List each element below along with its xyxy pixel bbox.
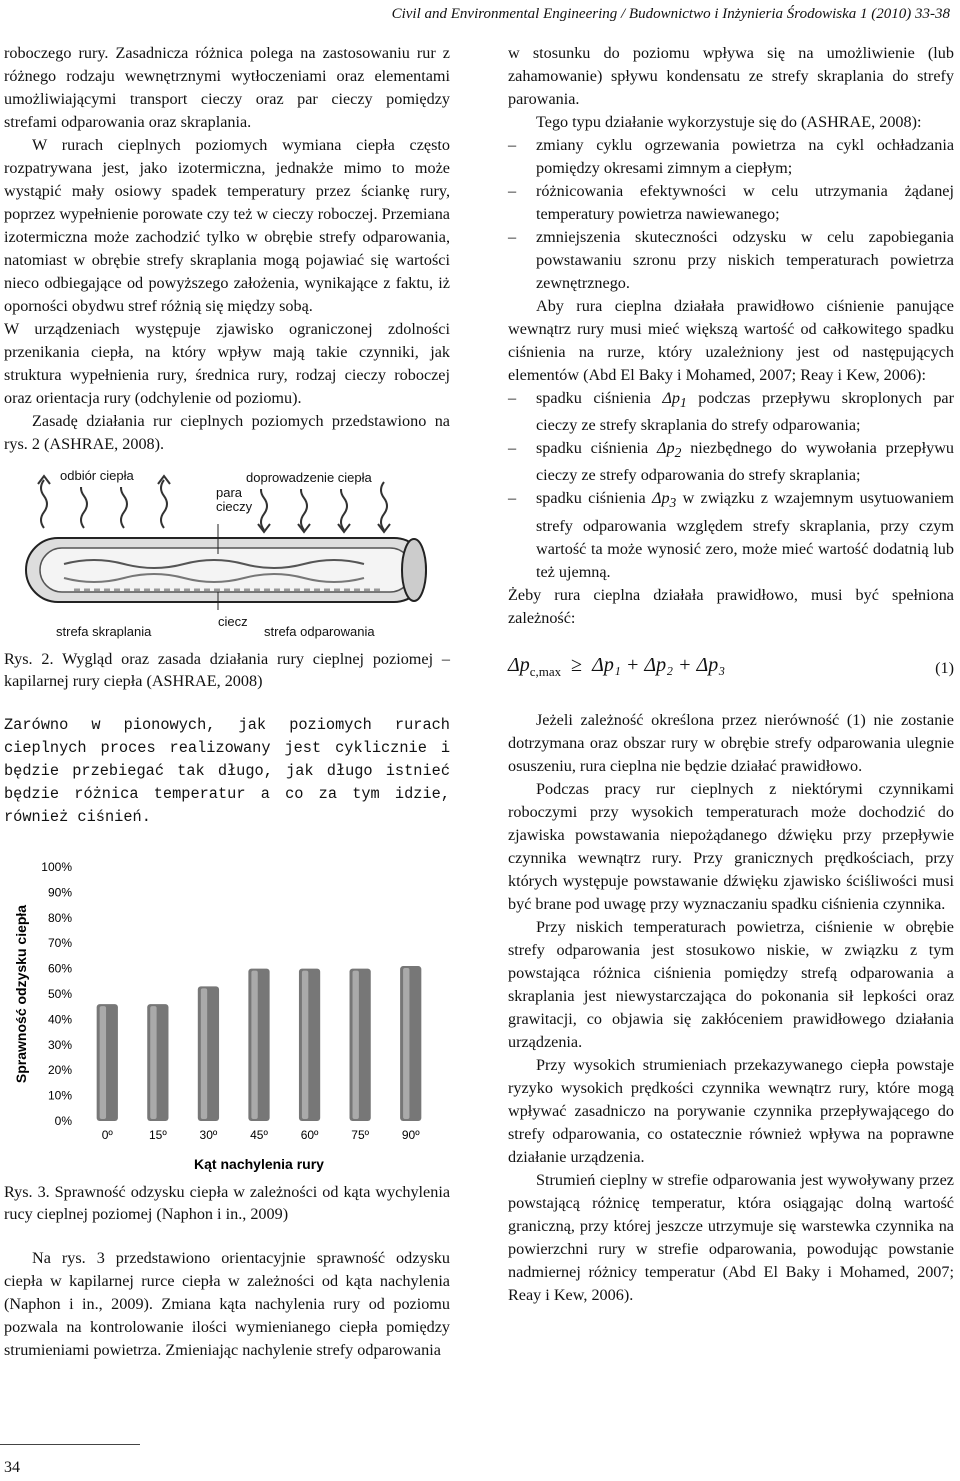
paragraph: Podczas pracy rur cieplnych z niektórymi czynnikami roboczymi przy wysokich temperaturach może dochodzić do zjawiska powstawania niepożądanego dźwięku przy przepływie czynnika wewnątrz rury. Przy granicznych prędkościach, przy których występuje powstawanie dźwięku zjawisko ściśliwości musi być brane pod uwagę przy wyznaczaniu spadku ciśnienia czynnika. (508, 779, 954, 913)
label-heat-out: odbiór ciepła (58, 464, 136, 487)
paragraph: W urządzeniach występuje zjawisko ograniczonej zdolności przenikania ciepła, na który wpływ mają takie czynniki, jak struktura wypełnienia rury, średnica rury, rodzaj cieczy roboczej oraz orientacja rury (odchylenie od poziomu). (4, 320, 450, 407)
y-tick-label: 80% (47, 910, 72, 925)
list-item: – różnicowania efektywności w celu utrzymania żądanej temperatury powietrza nawiewanego; (508, 180, 954, 226)
y-tick-label: 0% (54, 1114, 72, 1128)
paragraph: Na rys. 3 przedstawiono orientacyjnie sprawność odzysku ciepła w kapilarnej rurce ciepła w zależności od kąta nachylenia (Naphon i in., 2009). Zmiana kąta nachylenia rury od poziomu pozwala na kontrolowanie ilości wymienianego ciepła pomiędzy strumieniami powietrza. Zmieniając nachylenie strefy odparowania (4, 1249, 450, 1359)
figure-2-caption: Rys. 2. Wygląd oraz zasada działania rury cieplnej poziomej – kapilarnej rury ciepła (ASHRAE, 2008) (4, 650, 450, 690)
equation-1 (508, 654, 954, 683)
paragraph: Jeżeli zależność określona przez nierówność (1) nie zostanie dotrzymana oraz obszar rury w obrębie strefy odparowania ulegnie osuszeniu, rura cieplna nie będzie działać prawidłowo. (508, 710, 954, 775)
paragraph: Tego typu działanie wykorzystuje się do (ASHRAE, 2008): (536, 113, 922, 131)
bar-highlight (100, 1006, 106, 1119)
left-column (4, 42, 450, 1362)
figure-3-caption: Rys. 3. Sprawność odzysku ciepła w zależności od kąta wychylenia rucy cieplnej poziomej (Naphon i in., 2009) (4, 1183, 450, 1223)
y-tick-label: 60% (47, 961, 72, 976)
x-tick-label: 75º (351, 1128, 370, 1142)
y-tick-label: 100% (41, 860, 72, 874)
figure-3-chart (4, 859, 450, 1175)
paragraph: Strumień cieplny w strefie odparowania jest wywoływany przez powstającą różnicę temperatur, która osiągając dolną wartość graniczną, przy której jeszcze utrzymuje się warstewka czynnika na powierzchni rury w strefie odparowania, powodując powstanie nadmiernej różnicy temperatur (Abd El Baky i Mohamed, 2007; Reay i Kew, 2006). (508, 1170, 954, 1304)
label-evaporation: strefa odparowania (262, 620, 377, 643)
x-tick-label: 60º (300, 1128, 319, 1142)
y-tick-label: 30% (47, 1037, 72, 1052)
y-tick-label: 90% (47, 885, 72, 900)
x-tick-label: 45º (250, 1128, 268, 1142)
equation-body: $\Delta p_{c,max} \ge \Delta p_1 + \Delta p_2 + \Delta p_3$ (508, 653, 726, 679)
paragraph: roboczego rury. Zasadnicza różnica polega na zastosowaniu rur z różnego rodzaju wewnętrznymi wytłoczeniami oraz elementami umożliwiającymi transport cieczy oraz par cieczy pomiędzy strefami odparowania oraz skraplania. (4, 44, 450, 131)
bar-highlight (251, 971, 257, 1119)
label-condensation: strefa skraplania (54, 620, 153, 643)
label-heat-in: doprowadzenie ciepła (244, 466, 374, 489)
paragraph: Zarówno w pionowych, jak poziomych rurach cieplnych proces realizowany jest cyklicznie i będzie przebiegać tak długo, jak długo istnieć będzie różnica temperatur a co za tym idzie, również ciśnień. (4, 716, 450, 826)
x-tick-label: 0º (101, 1128, 113, 1142)
y-tick-label: 70% (47, 936, 72, 951)
x-axis-label: Kąt nachylenia rury (194, 1156, 324, 1172)
paragraph: Zasadę działania rur cieplnych poziomych przedstawiono na rys. 2 (ASHRAE, 2008). (4, 412, 450, 453)
bar-highlight (403, 968, 409, 1119)
paragraph: Przy niskich temperaturach powietrza, ciśnienie w obrębie strefy odparowania jest stosukowo niskie, w związku z tym powstająca różnica ciśnienia pomiędzy strefą odparowania a skraplania jest niewystarczająca do pokonania sił lepkości oraz grawitacji, co objawia się zakłóceniem prawidłowego działania urządzenia. (508, 917, 954, 1051)
paragraph: Żeby rura cieplna działała prawidłowo, musi być spełniona zależność: (508, 585, 954, 627)
y-tick-label: 20% (47, 1063, 72, 1078)
y-axis-label: Sprawność odzysku ciepła (13, 904, 29, 1084)
bar-highlight (353, 971, 359, 1119)
x-tick-label: 90º (401, 1128, 420, 1142)
paragraph: W rurach cieplnych poziomych wymiana ciepła często rozpatrywana jest, jako izotermiczna, jednakże mimo to może wystąpić mały osiowy spadek temperatury przez ściankę rury, poprzez wypełnienie porowate czy też w cieczy roboczej. Przemiana izotermiczna może zachodzić tylko w obrębie strefy odparowania, natomiast w obrębie strefy skraplania mogą pojawiać się wartości nieco odbiegające od powyższego założenia, wynikające z faktu, iż oporności obydwu stref różnią się między sobą. (4, 136, 450, 315)
paragraph: w stosunku do poziomu wpływa się na umożliwienie (lub zahamowanie) spływu kondensatu ze strefy skraplania do strefy parowania. (508, 44, 954, 108)
equation-number: (1) (935, 658, 954, 677)
y-tick-label: 10% (47, 1088, 72, 1103)
list-item: – spadku ciśnienia $\Delta p_3$ w związku z wzajemnym usytuowaniem strefy odparowania względem strefy skraplania, przy czym wartość ta może wynosić zero, może mieć wartość dodatnią lub też ujemną. (508, 487, 954, 583)
footer-rule (0, 1444, 140, 1445)
label-liquid: ciecz (216, 610, 250, 633)
y-tick-label: 40% (47, 1012, 72, 1027)
label-vapor: para cieczy (216, 485, 253, 514)
bar-highlight (201, 988, 207, 1119)
list-item: – spadku ciśnienia $\Delta p_2$ niezbędnego do wywołania przepływu cieczy ze strefy odparowania do strefy skraplania; (508, 437, 954, 487)
list-item: – spadku ciśnienia $\Delta p_1$ podczas przepływu skroplonych par cieczy ze strefy skraplania do strefy odparowania; (508, 387, 954, 437)
figure-2-heat-pipe (4, 464, 450, 642)
pipe-body (26, 538, 426, 602)
y-tick-label: 50% (47, 987, 72, 1001)
list-item: – zmiany cyklu ogrzewania powietrza na cykl ochładzania pomiędzy okresami zimnym a ciepłym; (508, 134, 954, 180)
paragraph: Przy wysokich strumieniach przekazywanego ciepła powstaje ryzyko wysokich prędkości czynnika wewnątrz rury, które mogą wpływać zasadniczo na porywanie czynnika przepływającego do strefy odparowania, co ostatecznie również wpływa na poprawne działanie urządzenia. (508, 1055, 954, 1166)
efficiency-bar-chart (4, 859, 450, 1175)
usage-list (508, 134, 954, 295)
bar-highlight (302, 971, 308, 1119)
x-tick-label: 15º (148, 1128, 167, 1142)
right-column (508, 42, 954, 1307)
journal-header: Civil and Environmental Engineering / Budownictwo i Inżynieria Środowiska 1 (2010) 33-38 (391, 6, 950, 22)
pressure-drop-list (508, 387, 954, 584)
page-number: 34 (4, 1459, 20, 1476)
list-item: – zmniejszenia skuteczności odzysku w celu zapobiegania powstawaniu szronu przy niskich temperaturach powietrza zewnętrznego. (508, 226, 954, 295)
bar-highlight (150, 1006, 156, 1119)
paragraph: Aby rura cieplna działała prawidłowo ciśnienie panujące wewnątrz rury musi mieć większą wartość od całkowitego spadku ciśnienia na rurze, który uzależniony jest od następujących elementów (Abd El Baky i Mohamed, 2007; Reay i Kew, 2006): (508, 297, 954, 384)
heat-in-arrows (258, 482, 390, 532)
x-tick-label: 30º (199, 1128, 218, 1142)
